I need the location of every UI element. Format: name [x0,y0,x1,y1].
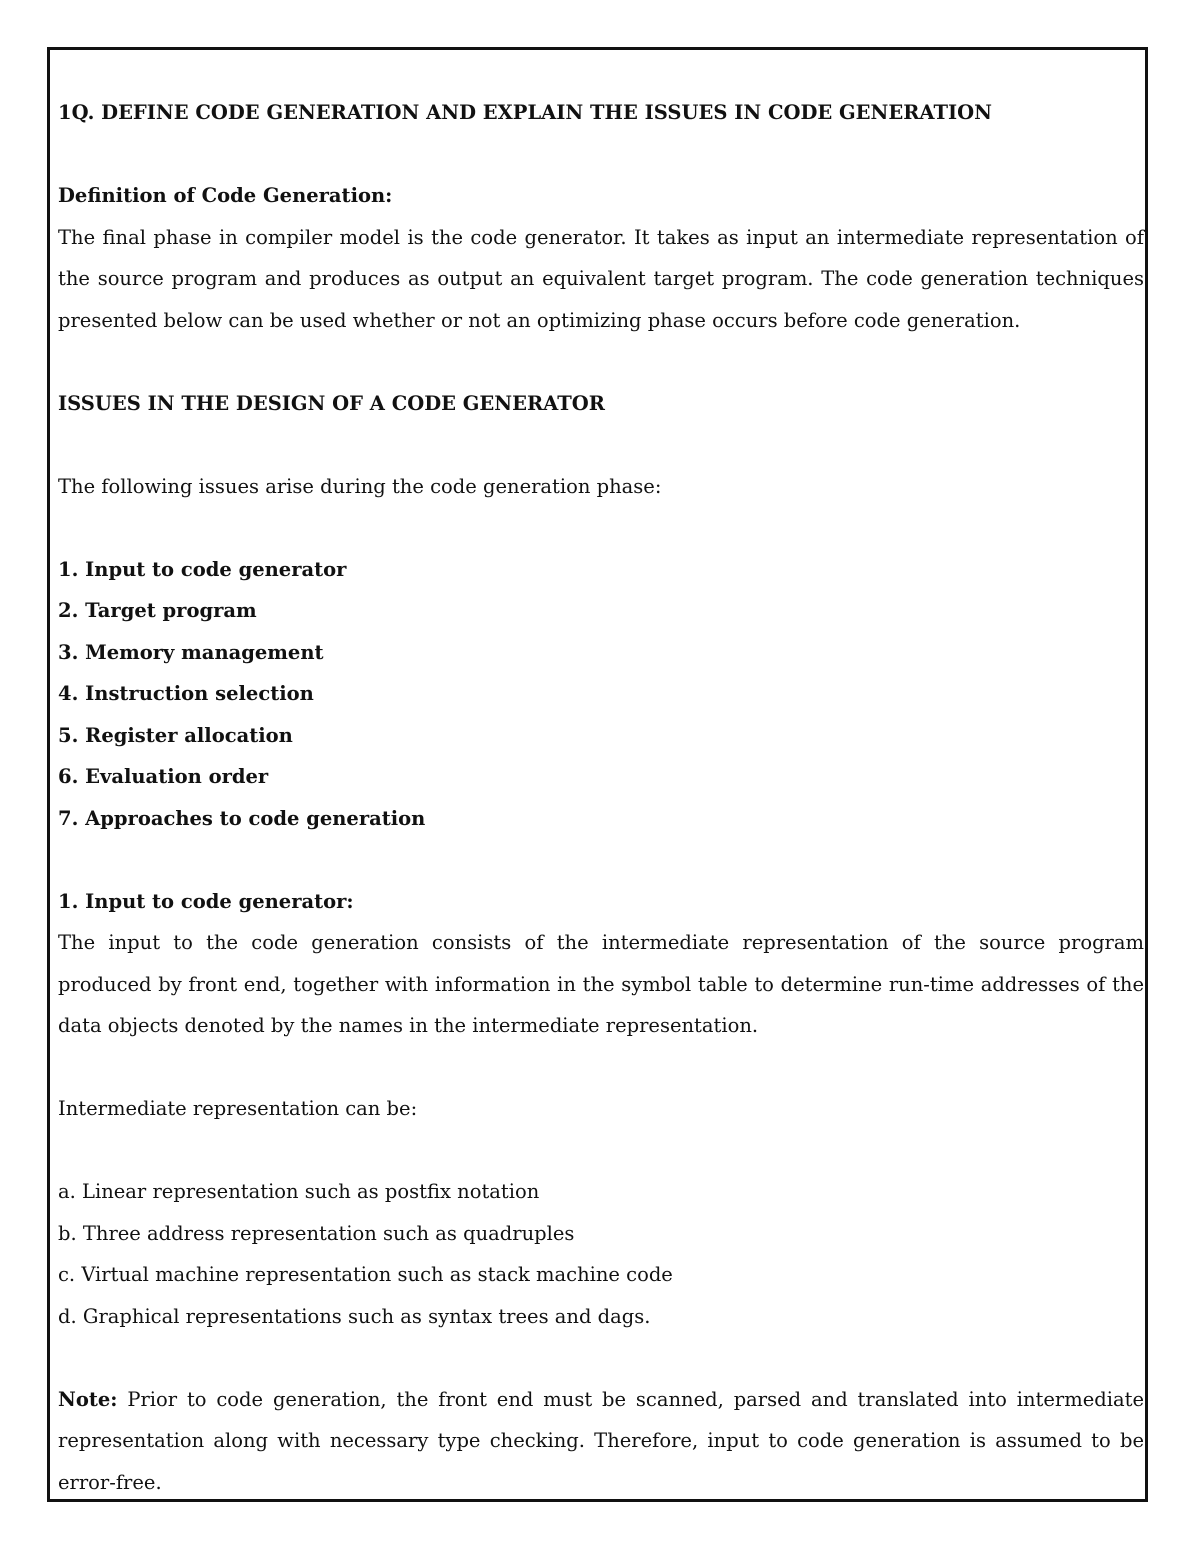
issue-item: 6. Evaluation order [58,765,269,788]
ir-intro: Intermediate representation can be: [58,1097,418,1120]
issue-item: 2. Target program [58,599,257,622]
document-body [58,92,1144,1503]
issue-item: 5. Register allocation [58,723,293,747]
issue-item: 7. Approaches to code generation [58,806,426,830]
ir-item: a. Linear representation such as postfix notation [58,1180,540,1203]
issue-item: 1. Input to code generator [58,557,347,581]
issue-item: 3. Memory management [58,640,324,664]
issues-heading: ISSUES IN THE DESIGN OF A CODE GENERATOR [58,391,605,415]
note-label: Note: [58,1387,118,1411]
issue-item: 4. Instruction selection [58,682,314,705]
definition-heading: Definition of Code Generation: [58,184,393,207]
question-title: 1Q. DEFINE CODE GENERATION AND EXPLAIN THE ISSUES IN CODE GENERATION [58,101,992,124]
note-paragraph [58,1379,1144,1504]
issues-intro: The following issues arise during the code generation phase: [58,474,662,498]
ir-item: c. Virtual machine representation such as stack machine code [58,1263,673,1286]
input-section-heading: 1. Input to code generator: [58,889,354,913]
ir-item: b. Three address representation such as quadruples [58,1221,575,1245]
ir-item: d. Graphical representations such as syntax trees and dags. [58,1304,651,1328]
note-body: Prior to code generation, the front end must be scanned, parsed and translated into intermediate representation along with necessary type checking. Therefore, input to code generation is assumed to be error-free. [58,1387,1144,1494]
input-section-body: The input to the code generation consists of the intermediate representation of the source program produced by front end, together with information in the symbol table to determine run-time addresses of the data objects denoted by the names in the intermediate representation. [58,931,1144,1037]
definition-body: The final phase in compiler model is the code generator. It takes as input an intermediate representation of the source program and produces as output an equivalent target program. The code generation techniques presented below can be used whether or not an optimizing phase occurs before code generation. [58,225,1144,332]
